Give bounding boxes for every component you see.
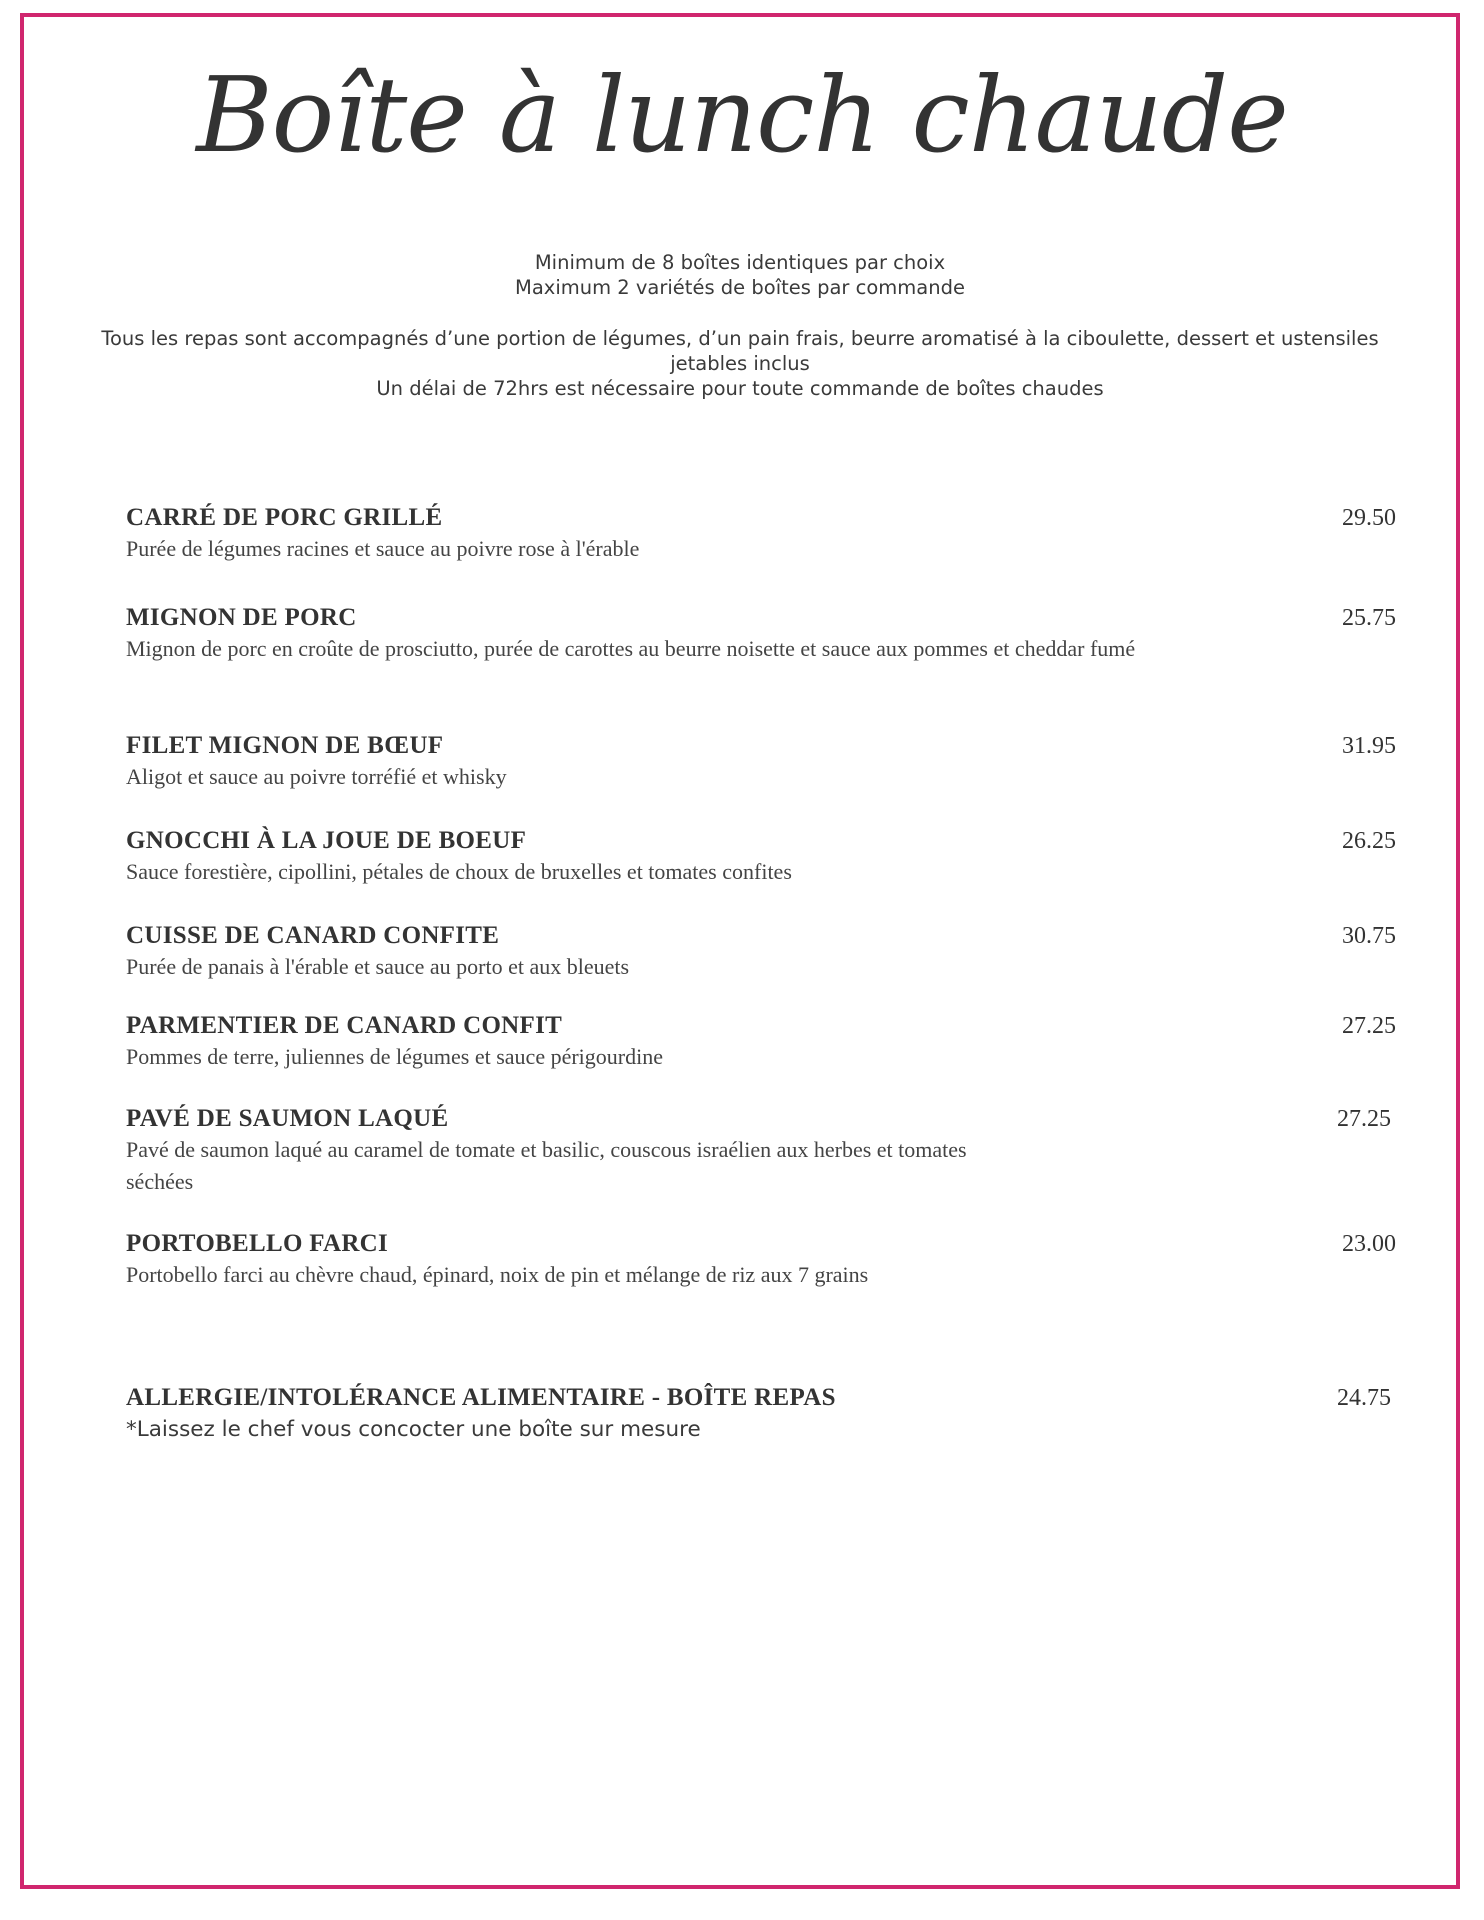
dish-name: GNOCCHI À LA JOUE DE BOEUF: [126, 827, 527, 854]
delivery-delay-note: Un délai de 72hrs est nécessaire pour toute commande de boîtes chaudes: [376, 377, 1104, 400]
dish-description: Aligot et sauce au poivre torréfié et whisky: [126, 764, 507, 789]
dish-description: Purée de légumes racines et sauce au poivre rose à l'érable: [126, 536, 640, 561]
dish-description: Sauce forestière, cipollini, pétales de choux de bruxelles et tomates confites: [126, 859, 792, 884]
menu-item: [126, 1011, 1396, 1073]
dish-price: 29.50: [1342, 505, 1396, 531]
menu-item: [126, 603, 1396, 665]
dish-name: PORTOBELLO FARCI: [126, 1230, 389, 1257]
dish-price: 30.75: [1342, 923, 1396, 949]
menu-item: [126, 731, 1396, 793]
dish-price: 27.25: [1342, 1013, 1396, 1039]
menu-item: [126, 1229, 1396, 1291]
dish-description: Pommes de terre, juliennes de légumes et sauce périgourdine: [126, 1044, 663, 1069]
dish-price: 23.00: [1342, 1231, 1396, 1257]
dish-description: Purée de panais à l'érable et sauce au porto et aux bleuets: [126, 954, 630, 979]
dish-price: 25.75: [1342, 605, 1396, 631]
maximum-varieties-note: Maximum 2 variétés de boîtes par commande: [515, 276, 965, 299]
order-conditions: [90, 250, 1390, 300]
menu-title: Boîte à lunch chaude: [196, 54, 1288, 176]
menu-item: [126, 1104, 1396, 1198]
allergy-box-price: 24.75: [1337, 1385, 1391, 1411]
allergy-menu-item: [126, 1383, 1396, 1447]
dish-name: MIGNON DE PORC: [126, 604, 357, 631]
dish-description: Portobello farci au chèvre chaud, épinard, noix de pin et mélange de riz aux 7 grains: [126, 1262, 869, 1287]
dish-name: CARRÉ DE PORC GRILLÉ: [126, 504, 443, 531]
meal-inclusions-note: Tous les repas sont accompagnés d’une portion de légumes, d’un pain frais, beurre aromatisé à la ciboulette, dessert et ustensiles jetables inclus: [101, 327, 1379, 375]
dish-price: 31.95: [1342, 733, 1396, 759]
dish-name: FILET MIGNON DE BŒUF: [126, 732, 444, 759]
dish-description: Mignon de porc en croûte de prosciutto, purée de carottes au beurre noisette et sauce aux pommes et cheddar fumé: [126, 636, 1136, 661]
dish-price: 26.25: [1342, 828, 1396, 854]
meal-inclusions-notice: [90, 326, 1390, 401]
dish-description: Pavé de saumon laqué au caramel de tomate et basilic, couscous israélien aux herbes et tomates séchées: [126, 1137, 967, 1194]
allergy-box-note: *Laissez le chef vous concocter une boîte sur mesure: [126, 1417, 701, 1442]
dish-price: 27.25: [1337, 1106, 1391, 1132]
menu-item: [126, 921, 1396, 983]
menu-item: [126, 503, 1396, 565]
dish-name: PAVÉ DE SAUMON LAQUÉ: [126, 1105, 449, 1132]
allergy-box-name: ALLERGIE/INTOLÉRANCE ALIMENTAIRE - BOÎTE REPAS: [126, 1384, 836, 1411]
menu-item: [126, 826, 1396, 888]
minimum-boxes-note: Minimum de 8 boîtes identiques par choix: [534, 251, 946, 274]
dish-name: PARMENTIER DE CANARD CONFIT: [126, 1012, 563, 1039]
dish-name: CUISSE DE CANARD CONFITE: [126, 922, 500, 949]
